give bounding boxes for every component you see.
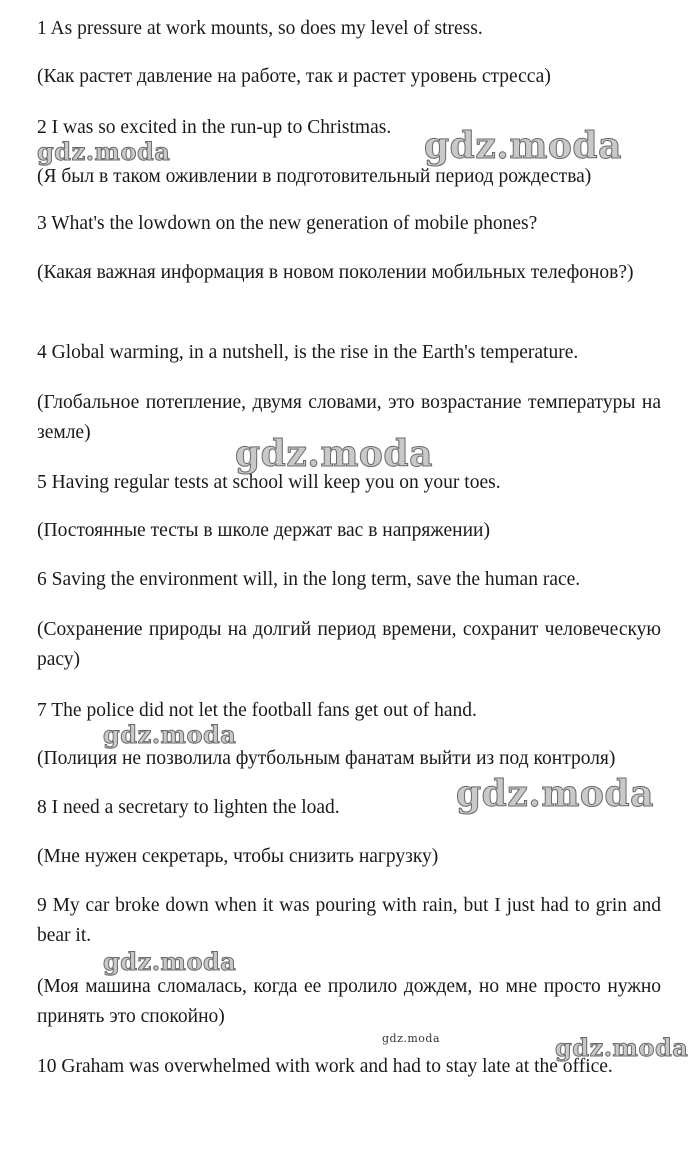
- sentence-3-en: 3 What's the lowdown on the new generation of mobile phones?: [37, 213, 538, 234]
- sentence-9-ru: (Моя машина сломалась, когда ее пролило дождем, но мне просто нужно принять это спокойно): [37, 976, 661, 1027]
- watermark: gdz.moda: [235, 433, 433, 475]
- sentence-8-ru: (Мне нужен секретарь, чтобы снизить нагрузку): [37, 846, 439, 867]
- watermark: gdz.moda: [382, 1032, 441, 1045]
- sentence-6-ru: (Сохранение природы на долгий период времени, сохранит человеческую расу): [37, 619, 661, 670]
- sentence-1-en: 1 As pressure at work mounts, so does my level of stress.: [37, 18, 483, 39]
- sentence-5-en: 5 Having regular tests at school will keep you on your toes.: [37, 472, 501, 493]
- sentence-3-ru: (Какая важная информация в новом поколении мобильных телефонов?): [37, 262, 634, 283]
- sentence-8-en: 8 I need a secretary to lighten the load.: [37, 797, 340, 818]
- watermark: gdz.moda: [456, 773, 654, 815]
- sentence-6-en: 6 Saving the environment will, in the long term, save the human race.: [37, 569, 581, 590]
- sentence-7-en: 7 The police did not let the football fans get out of hand.: [37, 700, 477, 721]
- sentence-7-ru: (Полиция не позволила футбольным фанатам выйти из под контроля): [37, 748, 616, 769]
- watermark: gdz.moda: [37, 137, 171, 166]
- sentence-5-ru: (Постоянные тесты в школе держат вас в напряжении): [37, 520, 490, 541]
- sentence-4-ru: (Глобальное потепление, двумя словами, это возрастание температуры на земле): [37, 392, 661, 443]
- sentence-4-en: 4 Global warming, in a nutshell, is the rise in the Earth's temperature.: [37, 342, 579, 363]
- sentence-9-en: 9 My car broke down when it was pouring with rain, but I just had to grin and bear it.: [37, 895, 661, 946]
- watermark: gdz.moda: [103, 720, 237, 749]
- watermark: gdz.moda: [103, 947, 237, 976]
- sentence-10-en: 10 Graham was overwhelmed with work and had to stay late at the office.: [37, 1056, 613, 1077]
- watermark: gdz.moda: [555, 1033, 689, 1062]
- watermark: gdz.moda: [424, 125, 622, 167]
- sentence-2-ru: (Я был в таком оживлении в подготовительный период рождества): [37, 166, 592, 187]
- sentence-2-en: 2 I was so excited in the run-up to Christmas.: [37, 117, 392, 138]
- sentence-1-ru: (Как растет давление на работе, так и растет уровень стресса): [37, 66, 551, 87]
